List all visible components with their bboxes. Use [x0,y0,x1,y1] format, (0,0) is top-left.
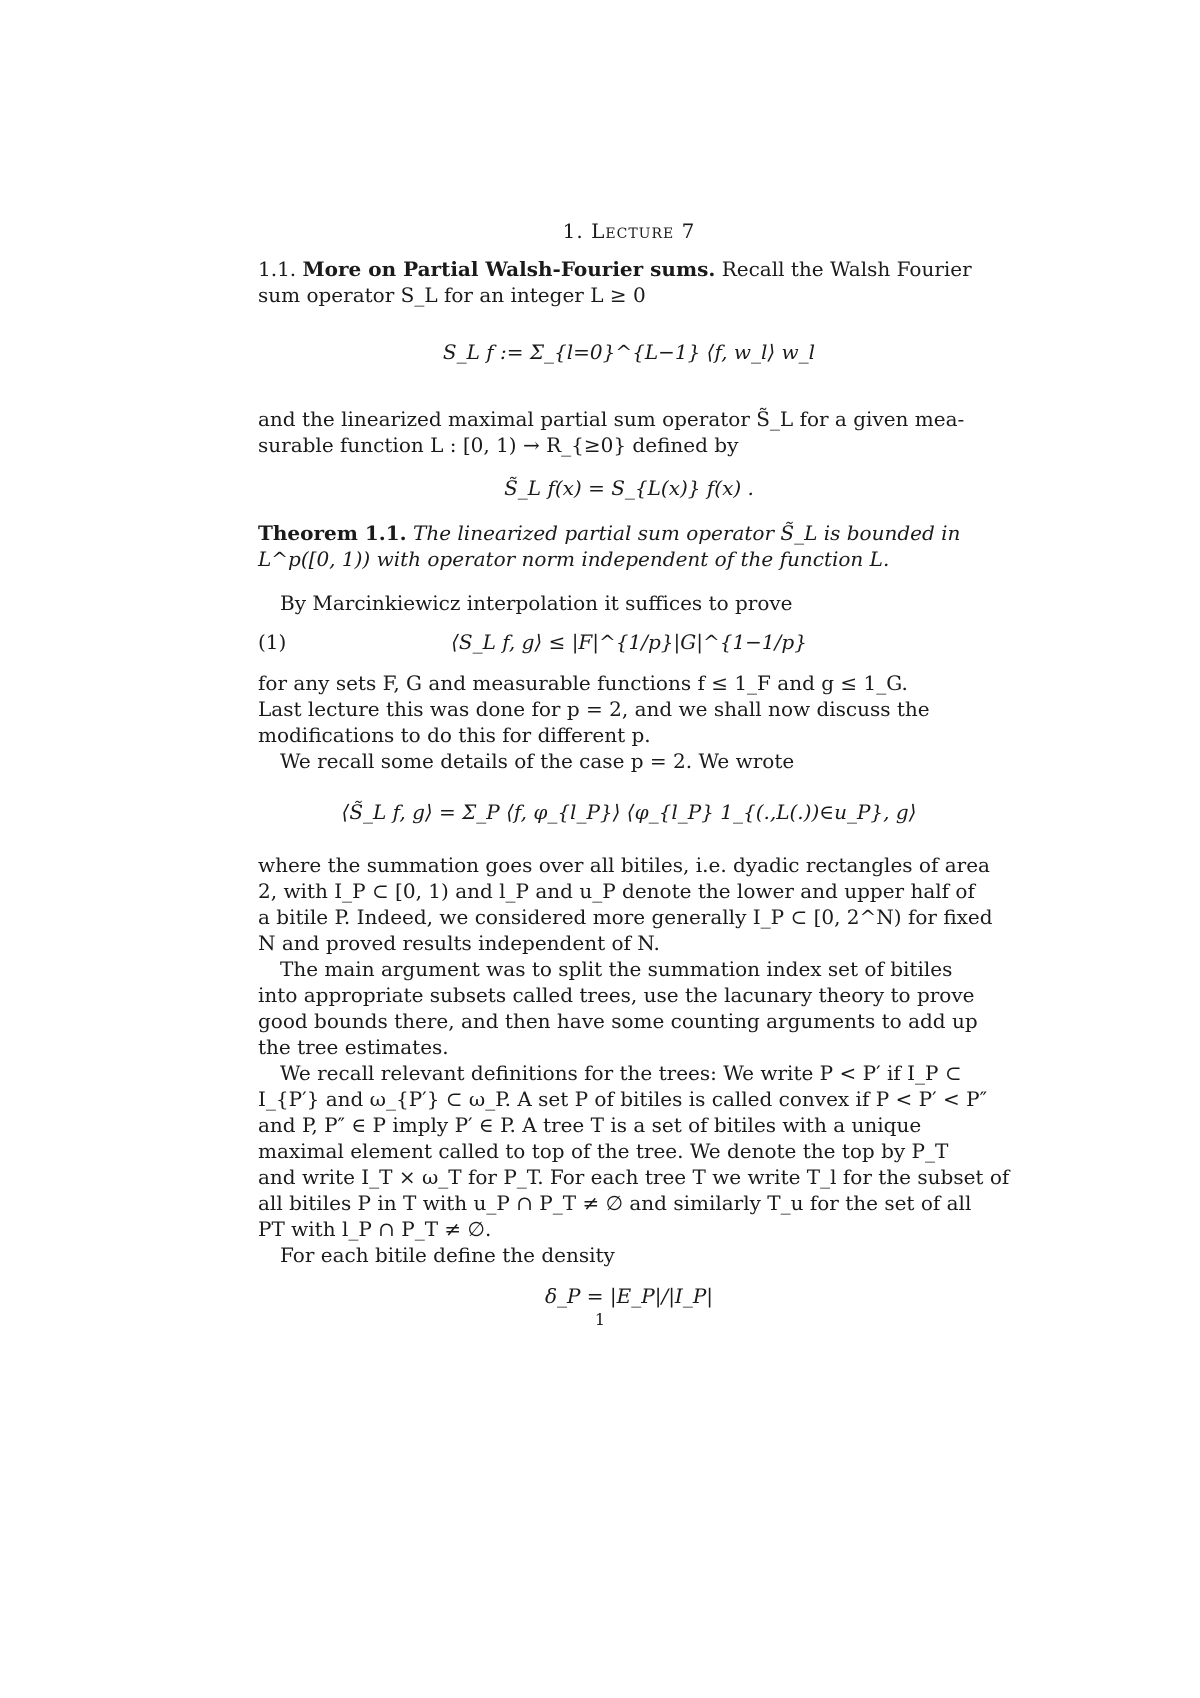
subsection-title: More on Partial Walsh-Fourier sums. [302,257,716,281]
equation-number: (1) [258,630,287,654]
paragraph-line: PT with l_P ∩ P_T ≠ ∅. [258,1217,492,1241]
equation-density: δ_P = |E_P|/|I_P| [544,1284,714,1308]
paragraph-line: where the summation goes over all bitiles, i.e. dyadic rectangles of area [258,853,990,877]
paragraph-line: a bitile P. Indeed, we considered more generally I_P ⊂ [0, 2^N) for fixed [258,905,993,929]
subsection-number: 1.1. [258,257,297,281]
equation-linearized: S̃_L f(x) = S_{L(x)} f(x) . [504,476,754,500]
subsection-line2: sum operator S_L for an integer L ≥ 0 [258,283,646,307]
equation-bilinear: ⟨S̃_L f, g⟩ = Σ_P ⟨f, φ_{l_P}⟩ ⟨φ_{l_P} 1_{(.,L(.))∈u_P}, g⟩ [341,800,917,824]
theorem-text: The linearized partial sum operator S̃_L is bounded in [413,521,961,545]
paragraph-line: maximal element called to top of the tree. We denote the top by P_T [258,1139,949,1163]
theorem-line [258,520,1000,546]
paragraph-line: good bounds there, and then have some counting arguments to add up [258,1009,978,1033]
paragraph-line: and write I_T × ω_T for P_T. For each tree T we write T_l for the subset of [258,1165,1010,1189]
paragraph-line: and P, P″ ∈ P imply P′ ∈ P. A tree T is a set of bitiles with a unique [258,1113,922,1137]
paragraph-line: We recall some details of the case p = 2. We wrote [280,749,795,773]
paragraph-line: I_{P′} and ω_{P′} ⊂ ω_P. A set P of bitiles is called convex if P < P′ < P″ [258,1087,988,1111]
theorem-label: Theorem 1.1. [258,521,407,545]
theorem-text: L^p([0, 1)) with operator norm independent of the function L. [258,547,890,571]
paragraph-line: all bitiles P in T with u_P ∩ P_T ≠ ∅ and similarly T_u for the set of all [258,1191,972,1215]
paragraph-line: Last lecture this was done for p = 2, and we shall now discuss the [258,697,930,721]
paragraph-line: the tree estimates. [258,1035,449,1059]
page-number: 1 [594,1310,606,1329]
paragraph-line: The main argument was to split the summation index set of bitiles [280,957,953,981]
paragraph-line: into appropriate subsets called trees, use the lacunary theory to prove [258,983,975,1007]
paragraph-line: modifications to do this for different p. [258,723,651,747]
subsection-lead: Recall the Walsh Fourier [721,257,972,281]
paragraph-line: N and proved results independent of N. [258,931,660,955]
theorem-line2 [258,546,1000,572]
equation-estimate: ⟨S_L f, g⟩ ≤ |F|^{1/p}|G|^{1−1/p} [451,630,807,654]
paragraph-line: 2, with I_P ⊂ [0, 1) and l_P and u_P denote the lower and upper half of [258,879,975,903]
paragraph-line: for any sets F, G and measurable functions f ≤ 1_F and g ≤ 1_G. [258,671,908,695]
equation-partial-sum: S_L f := Σ_{l=0}^{L−1} ⟨f, w_l⟩ w_l [442,340,816,364]
paragraph-line: and the linearized maximal partial sum operator S̃_L for a given mea- [258,407,965,431]
subsection-heading [258,256,1000,282]
paragraph-line: By Marcinkiewicz interpolation it suffices to prove [280,591,793,615]
paragraph-line: surable function L : [0, 1) → R_{≥0} defined by [258,433,739,457]
section-title: 1. Lecture 7 [562,219,696,243]
paragraph-line: We recall relevant definitions for the trees: We write P < P′ if I_P ⊂ [280,1061,962,1085]
paragraph-line: For each bitile define the density [280,1243,615,1267]
